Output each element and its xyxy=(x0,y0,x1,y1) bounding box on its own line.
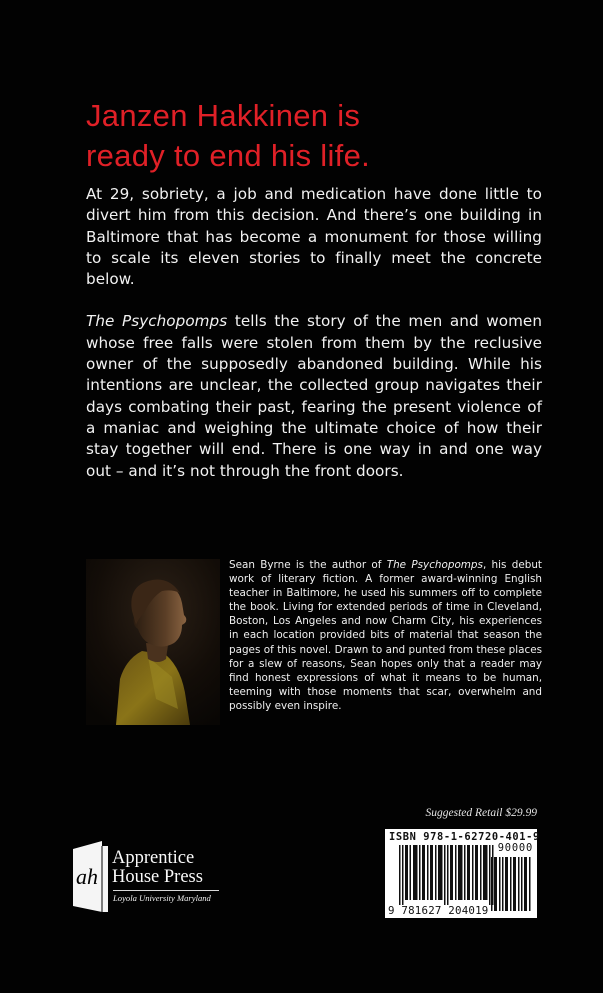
headline-line-2: ready to end his life. xyxy=(86,138,371,173)
monogram-text: ah xyxy=(76,864,98,889)
addon-bars-icon xyxy=(491,857,531,911)
author-photo xyxy=(86,559,220,725)
author-bio xyxy=(229,558,542,713)
blurb-paragraph-1: At 29, sobriety, a job and medication have done little to divert him from this decision. And there’s one building in Baltimore that has become a monument for those willing to scale its eleven stories to finally meet the concrete below. xyxy=(86,185,542,289)
publisher-name xyxy=(112,849,203,887)
blurb-paragraph-2-text: tells the story of the men and women whose free falls were stolen from them by the reclusive owner of the supposedly abandoned building. While his intentions are unclear, the collected group navigates their days combating their past, fearing the present violence of a maniac and weighing the ultimate choice of how their stay together will end. There is one way in and one way out – and it’s not through the front doors. xyxy=(86,312,542,480)
publisher-affiliation: Loyola University Maryland xyxy=(113,893,211,903)
publisher-name-line-1: Apprentice xyxy=(112,848,195,868)
bio-text-start: Sean Byrne is the author of xyxy=(229,559,387,571)
isbn-barcode xyxy=(385,829,540,918)
bio-text-rest: , his debut work of literary fiction. A former award-winning English teacher in Baltimore, he used his summers off to complete the book. Living for extended periods of time in Cleveland, Boston, Los Angeles and now Charm City, his experiences in each location provided bits of material that season the pages of this novel. Drawn to and punted from these places for a slew of reasons, Sean hopes only that a reader may find honest expressions of what it means to be human, teeming with those moments that scar, overwhelm and possibly even inspire. xyxy=(229,559,542,712)
publisher-logo xyxy=(72,840,232,915)
blurb-paragraph-2 xyxy=(86,311,542,481)
headline xyxy=(86,96,546,176)
publisher-name-line-2: House Press xyxy=(112,867,203,887)
ean-digits: 9 781627 204019 xyxy=(388,904,489,917)
bio-book-title: The Psychopomps xyxy=(386,559,483,571)
barcode-bars-icon xyxy=(399,845,495,905)
open-book-icon xyxy=(72,840,110,913)
suggested-retail-price: Suggested Retail $29.99 xyxy=(425,807,537,819)
headline-line-1: Janzen Hakkinen is xyxy=(86,98,361,133)
author-silhouette-icon xyxy=(86,559,220,725)
barcode-addon-digits: 90000 xyxy=(497,842,533,854)
book-title-italic: The Psychopomps xyxy=(86,312,228,331)
logo-divider xyxy=(113,890,219,891)
isbn-label: ISBN 978-1-62720-401-9 xyxy=(389,831,540,843)
book-blurb xyxy=(86,184,542,482)
